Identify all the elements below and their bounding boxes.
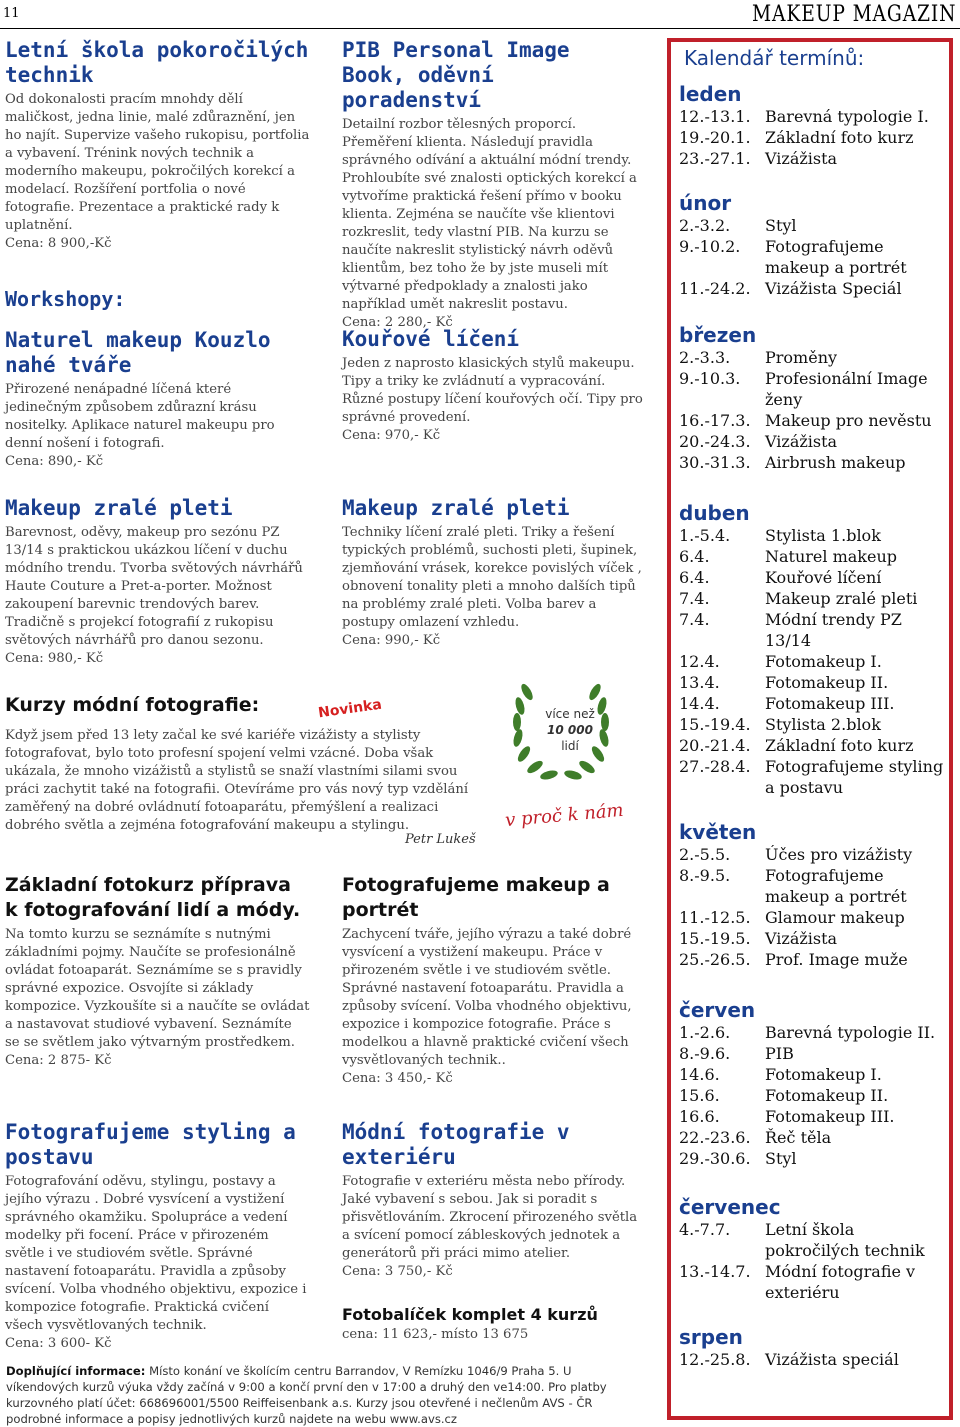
calendar-event-date: 6.4.: [679, 568, 710, 587]
wreath-line2: 10 000: [547, 723, 593, 737]
calendar-event: [679, 410, 945, 431]
calendar-event-date: 15.6.: [679, 1086, 720, 1105]
calendar-event: [679, 907, 945, 928]
kourove-text: Jeden z naprosto klasických stylů makeupu. Tipy a triky ke zvládnutí a vypracování. Různé postupy líčení kouřových očí. Tipy pro správné provedení.: [342, 356, 643, 425]
calendar-month: [679, 820, 945, 970]
calendar-event-title: Barevná typologie II.: [765, 1023, 936, 1042]
naturel-title: Naturel makeup Kouzlo nahé tváře: [5, 328, 271, 377]
zakladni-price: Cena: 2 875- Kč: [5, 1053, 112, 1068]
calendar-event: [679, 106, 945, 127]
calendar-event-date: 15.-19.4.: [679, 715, 751, 734]
calendar-event-title: Kouřové líčení: [765, 568, 882, 587]
calendar-event: [679, 1106, 945, 1127]
calendar-event: [679, 588, 945, 609]
naturel-price: Cena: 890,- Kč: [5, 454, 104, 469]
calendar-event-date: 2.-3.2.: [679, 216, 731, 235]
zrale2-text: Techniky líčení zralé pleti. Triky a řešení typických problémů, suchosti pleti, šupinek, zjemňování vrásek, korekce povislých víček , obnovení tonality pleti a mnoho dalších tipů na problémy zralé pleti. Volba barev a postupy omlazení vzhledu.: [342, 525, 642, 630]
calendar-event-title: Letní škola pokročilých technik: [765, 1220, 925, 1260]
calendar-event: [679, 693, 945, 714]
calendar-event-date: 4.-7.7.: [679, 1220, 731, 1239]
foto-intro-text: Když jsem před 13 lety začal ke své kariéře vizážisty a stylisty fotografovat, bylo toto profesní spojení velmi vzácné. Doba však ukázala, že mnoho vizážistů a stylistů se snaží vlastními silami svou práci zachytit také na fotografii. Otevíráme pro vás nový typ vzdělání zaměřený na dobré ovládnutí fotoaparátu, přemýšlení a realizaci dobrého světla a zejména fotografování makeupu a stylingu.: [5, 728, 469, 833]
calendar-event-title: Styl: [765, 1149, 797, 1168]
pib-section: [342, 38, 644, 332]
portret-title: Fotografujeme makeup a portrét: [342, 874, 610, 921]
calendar-event-title: Naturel makeup: [765, 547, 898, 566]
calendar-month: [679, 501, 945, 798]
balicek-section: [342, 1305, 644, 1344]
calendar-event-date: 20.-24.3.: [679, 432, 751, 451]
pib-title: PIB Personal Image Book, oděvní poradenství: [342, 38, 570, 112]
calendar-event-date: 29.-30.6.: [679, 1149, 751, 1168]
zakladni-text: Na tomto kurzu se seznámíte s nutnými základními pojmy. Naučíte se profesionálně ovládat fotoaparát. Seznámíme se s pravidly správné expozice. Osvojíte si základy kompozice. Vyzkoušíte si a naučíte se ovládat a nastavovat studiové vybavení. Seznámíte se se světlem jako výtvarným prostředkem.: [5, 927, 310, 1050]
calendar-event: [679, 431, 945, 452]
calendar-event-date: 7.4.: [679, 589, 710, 608]
letni-skola-title: Letní škola pokoročilých technik: [5, 38, 309, 87]
calendar-event-title: Základní foto kurz: [765, 128, 914, 147]
calendar-event: [679, 567, 945, 588]
calendar-event-date: 11.-12.5.: [679, 908, 751, 927]
calendar-event-title: Makeup pro nevěstu: [765, 411, 932, 430]
footer-info: [6, 1363, 646, 1427]
calendar-event-title: Prof. Image muže: [765, 950, 908, 969]
zrale-section: [5, 496, 310, 668]
calendar-event-date: 27.-28.4.: [679, 757, 751, 776]
workshops-heading: Workshopy:: [5, 287, 126, 311]
calendar-month-name: červen: [679, 998, 756, 1022]
zrale2-price: Cena: 990,- Kč: [342, 633, 441, 648]
calendar-event-date: 12.4.: [679, 652, 720, 671]
calendar-month-name: květen: [679, 820, 757, 844]
calendar-month: [679, 191, 945, 299]
calendar-event-title: Fotografujeme makeup a portrét: [765, 866, 907, 906]
calendar-event-date: 1.-5.4.: [679, 526, 731, 545]
exterier-text: Fotografie v exteriéru města nebo přírody. Jaké vybavení s sebou. Jak si poradit s přisvětlováním. Zkrocení přirozeného světla a svícení pomocí zábleskových jednotek a generátorů při práci mimo atelier.: [342, 1174, 638, 1261]
portret-text: Zachycení tváře, jejího výrazu a také dobré vysvícení a vystižení makeupu. Práce v přirozeném světle i ve studiovém světle. Správné nastavení fotoaparátu. Pravidla a způsoby svícení. Volba vhodného objektivu, expozice i kompozice fotografie. Práce s modelkou a hlavně praktické cvičení všech vysvětlovaných technik..: [342, 927, 632, 1068]
calendar-event: [679, 347, 945, 368]
calendar-event-title: Vizážista Speciál: [765, 279, 902, 298]
portret-price: Cena: 3 450,- Kč: [342, 1071, 453, 1086]
calendar-event-title: Vizážista: [765, 929, 838, 948]
calendar-event-title: Fotomakeup I.: [765, 1065, 882, 1084]
calendar-event-title: Airbrush makeup: [765, 453, 906, 472]
kourove-section: [342, 327, 644, 445]
calendar-event-date: 15.-19.5.: [679, 929, 751, 948]
calendar-event-date: 8.-9.6.: [679, 1044, 731, 1063]
calendar-event: [679, 1148, 945, 1169]
calendar-event-title: Módní trendy PZ 13/14: [765, 610, 902, 650]
styling-text: Fotografování oděvu, stylingu, postavy a jejího výrazu . Dobré vysvícení a vystižení správného okamžiku. Spolupráce a vedení modelky při focení. Práce v přirozeném světle i ve studiovém světle. Správné nastavení fotoaparátu. Pravidla a způsoby svícení. Volba vhodného objektivu, expozice i kompozice fotografie. Praktická cvičení všech vysvětlovaných technik.: [5, 1174, 307, 1333]
wreath-line3: lidí: [561, 739, 579, 753]
header-rule: [0, 28, 960, 29]
calendar-event-date: 19.-20.1.: [679, 128, 751, 147]
calendar-event-date: 16.-17.3.: [679, 411, 751, 430]
zrale-price: Cena: 980,- Kč: [5, 651, 104, 666]
calendar-month-name: leden: [679, 82, 742, 106]
calendar-event: [679, 236, 945, 278]
novinka-badge: Novinka: [317, 696, 383, 722]
calendar-month: [679, 998, 945, 1169]
calendar-event-title: Vizážista speciál: [765, 1350, 899, 1369]
calendar-event-title: Fotomakeup II.: [765, 1086, 889, 1105]
calendar-event: [679, 1349, 945, 1370]
calendar-event-title: Vizážista: [765, 432, 838, 451]
pib-text: Detailní rozbor tělesných proporcí. Přeměření klienta. Následují pravidla správného odívání a aktuální módní trendy. Prohloubíte své znalosti optických korekcí a vytvoříme praktická řešení přímo v booku klienta. Zejména se naučíte vše klientovi rozkreslit, tedy vlastní PIB. Na kurzu se naučíte nakreslit stylistický návrh oděvů klientům, bez toho že by jste museli mít výtvarné předpoklady a znalosti jako například umět nakreslit postavu.: [342, 117, 637, 312]
calendar-event-date: 8.-9.5.: [679, 866, 731, 885]
calendar-event-title: Účes pro vizážisty: [765, 845, 913, 864]
calendar-event-title: Stylista 1.blok: [765, 526, 881, 545]
calendar-event-title: Styl: [765, 216, 797, 235]
calendar-event: [679, 865, 945, 907]
calendar-month: [679, 1195, 945, 1303]
calendar-event-title: PIB: [765, 1044, 794, 1063]
calendar-event: [679, 1127, 945, 1148]
pib-price: Cena: 2 280,- Kč: [342, 315, 453, 330]
balicek-price: cena: 11 623,- místo 13 675: [342, 1327, 529, 1342]
zakladni-title: Základní fotokurz příprava k fotografování lidí a módy.: [5, 874, 301, 921]
footer-text: Místo konání ve školícím centru Barrandov, V Remízku 1046/9 Praha 5. U víkendových kurzů výuka vždy začíná v 9:00 a končí první den v 17:00 a druhý den ve14:00. Pro platby kurzovného platí účet: 668696001/5500 Reiffeisenbank a.s. Kurzy jsou otevřené i nečlenům AVS - ČR podrobné informace a popisy jednotlivých kurzů najdete na webu www.avs.cz: [6, 1364, 607, 1426]
calendar-event-date: 22.-23.6.: [679, 1128, 751, 1147]
calendar-event-date: 9.-10.2.: [679, 237, 741, 256]
exterier-title: Módní fotografie v exteriéru: [342, 1120, 570, 1169]
calendar-event-title: Fotografujeme makeup a portrét: [765, 237, 907, 277]
calendar-event: [679, 1043, 945, 1064]
calendar-event: [679, 672, 945, 693]
zakladni-section: [5, 873, 310, 1070]
calendar-event-date: 23.-27.1.: [679, 149, 751, 168]
calendar-event-title: Základní foto kurz: [765, 736, 914, 755]
kourove-title: Kouřové líčení: [342, 327, 520, 351]
calendar-event-date: 13.4.: [679, 673, 720, 692]
calendar-list: [679, 82, 945, 1370]
calendar-event-date: 25.-26.5.: [679, 950, 751, 969]
calendar-event: [679, 546, 945, 567]
calendar-event-date: 9.-10.3.: [679, 369, 741, 388]
calendar-event: [679, 1022, 945, 1043]
calendar-event: [679, 735, 945, 756]
zrale2-section: [342, 496, 644, 650]
wreath-line1: více než: [545, 707, 595, 721]
calendar-event-date: 30.-31.3.: [679, 453, 751, 472]
calendar-event-date: 1.-2.6.: [679, 1023, 731, 1042]
calendar-event: [679, 215, 945, 236]
portret-section: [342, 873, 644, 1088]
calendar-event-date: 6.4.: [679, 547, 710, 566]
calendar-event: [679, 844, 945, 865]
foto-heading: Kurzy módní fotografie:: [5, 694, 260, 716]
calendar-event-date: 2.-5.5.: [679, 845, 731, 864]
calendar-month-name: únor: [679, 191, 732, 215]
calendar-event-date: 16.6.: [679, 1107, 720, 1126]
calendar-event-title: Řeč těla: [765, 1128, 832, 1147]
calendar-event-title: Fotografujeme styling a postavu: [765, 757, 944, 797]
calendar-event: [679, 127, 945, 148]
calendar-event: [679, 949, 945, 970]
foto-heading-wrap: [5, 694, 259, 716]
naturel-section: [5, 328, 310, 471]
calendar-month-name: duben: [679, 501, 750, 525]
calendar-event-title: Vizážista: [765, 149, 838, 168]
calendar-event-title: Fotomakeup III.: [765, 1107, 895, 1126]
letni-skola-section: [5, 38, 310, 253]
calendar-event-date: 20.-21.4.: [679, 736, 751, 755]
calendar-event-date: 2.-3.3.: [679, 348, 731, 367]
calendar-event-date: 14.4.: [679, 694, 720, 713]
author-signature: Petr Lukeš: [405, 832, 476, 847]
calendar-event: [679, 1261, 945, 1303]
calendar-event: [679, 756, 945, 798]
styling-title: Fotografujeme styling a postavu: [5, 1120, 296, 1169]
calendar-event-title: Fotomakeup III.: [765, 694, 895, 713]
styling-price: Cena: 3 600- Kč: [5, 1336, 112, 1351]
calendar-month: [679, 82, 945, 169]
calendar-event: [679, 609, 945, 651]
calendar-event-title: Profesionální Image ženy: [765, 369, 928, 409]
page-number: 11: [3, 6, 20, 21]
calendar-event: [679, 714, 945, 735]
zrale-text: Barevnost, oděvy, makeup pro sezónu PZ 13/14 s praktickou ukázkou líčení v duchu módního trendu. Tvorba světových návrhářů Haute Couture a Pret-a-porter. Možnost zakoupení barevnic trendových barev. Tradičně s projekcí fotografií z rukopisu světových návrhářů pro danou sezonu.: [5, 525, 303, 648]
calendar-event: [679, 452, 945, 473]
calendar-title: Kalendář termínů:: [684, 46, 865, 70]
calendar-event-date: 7.4.: [679, 610, 710, 629]
calendar-event-title: Módní fotografie v exteriéru: [765, 1262, 916, 1302]
calendar-event-date: 11.-24.2.: [679, 279, 751, 298]
calendar-event: [679, 1219, 945, 1261]
kourove-price: Cena: 970,- Kč: [342, 428, 441, 443]
naturel-text: Přirozené nenápadné líčená které jedinečným způsobem zdůrazní krásu nositelky. Aplikace naturel makeupu pro denní nošení i fotografi.: [5, 382, 275, 451]
calendar-event-title: Makeup zralé pleti: [765, 589, 918, 608]
zrale-title: Makeup zralé pleti: [5, 496, 233, 520]
calendar-event-date: 14.6.: [679, 1065, 720, 1084]
calendar-event-title: Proměny: [765, 348, 838, 367]
balicek-title: Fotobalíček komplet 4 kurzů: [342, 1305, 598, 1324]
foto-intro: [5, 727, 480, 835]
workshops-heading-wrap: [5, 287, 310, 311]
footer-label: Doplňující informace:: [6, 1364, 146, 1378]
calendar-event-title: Glamour makeup: [765, 908, 905, 927]
calendar-month: [679, 1325, 945, 1370]
styling-section: [5, 1120, 310, 1353]
calendar-event: [679, 278, 945, 299]
calendar-event: [679, 1085, 945, 1106]
letni-skola-price: Cena: 8 900,-Kč: [5, 236, 112, 251]
zrale2-title: Makeup zralé pleti: [342, 496, 570, 520]
calendar-event: [679, 148, 945, 169]
calendar-event: [679, 368, 945, 410]
slogan: v proč k nám: [504, 799, 625, 832]
calendar-event-title: Stylista 2.blok: [765, 715, 881, 734]
calendar-event: [679, 525, 945, 546]
calendar-month-name: červenec: [679, 1195, 781, 1219]
calendar-event-title: Fotomakeup II.: [765, 673, 889, 692]
letni-skola-text: Od dokonalosti pracím mnohdy dělí maličkost, jedna linie, malé zdůraznění, jen ho najít. Supervize vašeho rukopisu, portfolia a vybavení. Trénink nových technik a moderního makeupu, pokročilých korekcí a modelací. Rozšíření portfolia o nové fotografie. Prezentace a praktické rady k uplatnění.: [5, 92, 310, 233]
exterier-section: [342, 1120, 644, 1281]
calendar-event-title: Barevná typologie I.: [765, 107, 929, 126]
exterier-price: Cena: 3 750,- Kč: [342, 1264, 453, 1279]
calendar-event: [679, 928, 945, 949]
wreath-text: [530, 706, 610, 754]
calendar-month: [679, 323, 945, 473]
calendar-event-date: 12.-13.1.: [679, 107, 751, 126]
calendar-month-name: březen: [679, 323, 757, 347]
calendar-event: [679, 651, 945, 672]
magazine-name: MAKEUP MAGAZIN: [751, 2, 956, 27]
calendar-event-date: 12.-25.8.: [679, 1350, 751, 1369]
calendar-month-name: srpen: [679, 1325, 743, 1349]
calendar-event-date: 13.-14.7.: [679, 1262, 751, 1281]
calendar-event: [679, 1064, 945, 1085]
calendar-event-title: Fotomakeup I.: [765, 652, 882, 671]
